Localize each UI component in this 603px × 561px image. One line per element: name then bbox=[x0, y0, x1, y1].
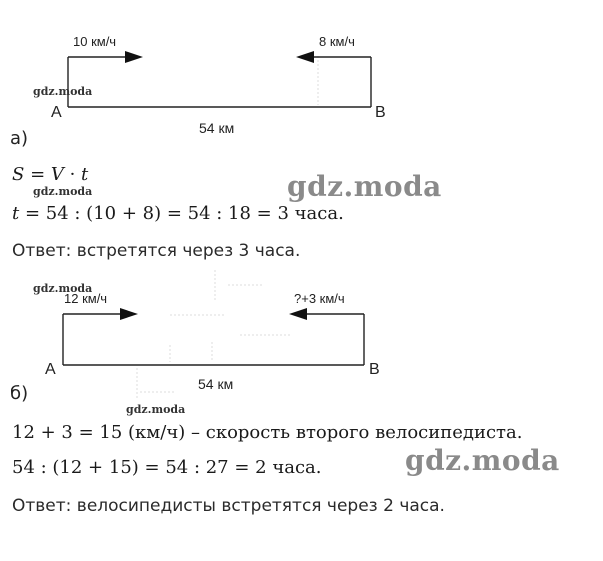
part-b-answer: Ответ: велосипедисты встретятся через 2 часа. bbox=[12, 496, 445, 516]
watermark-small: gdz.moda bbox=[126, 403, 186, 416]
watermark-large: gdz.moda bbox=[405, 444, 560, 477]
watermark-small: gdz.moda bbox=[33, 282, 93, 295]
diagram-a bbox=[68, 51, 371, 107]
part-a-calculation: t = 54 : (10 + 8) = 54 : 18 = 3 часа. bbox=[12, 203, 344, 224]
part-b-label: б) bbox=[10, 383, 29, 404]
arrow-left-icon bbox=[289, 308, 307, 320]
part-a-answer: Ответ: встретятся через 3 часа. bbox=[12, 241, 301, 261]
diagram-a-point-a: A bbox=[51, 104, 62, 121]
diagram-b-point-a: A bbox=[45, 361, 56, 378]
watermark-small: gdz.moda bbox=[33, 85, 93, 98]
diagram-a-speed-a: 10 км/ч bbox=[73, 34, 117, 49]
diagram-a-point-b: B bbox=[375, 104, 386, 121]
arrow-left-icon bbox=[296, 51, 314, 63]
diagram-b-point-b: B bbox=[369, 361, 380, 378]
formula: S = V · t bbox=[12, 164, 89, 185]
diagram-b-speed-b: ?+3 км/ч bbox=[294, 291, 345, 306]
watermark-small: gdz.moda bbox=[33, 185, 93, 198]
part-b-calculation-2: 54 : (12 + 15) = 54 : 27 = 2 часа. bbox=[12, 457, 322, 478]
watermark-large: gdz.moda bbox=[287, 170, 442, 203]
diagram-a-distance: 54 км bbox=[199, 120, 235, 136]
diagram-b-distance: 54 км bbox=[198, 376, 234, 392]
diagram-b bbox=[63, 308, 364, 365]
diagram-b-speed-a: 12 км/ч bbox=[64, 291, 108, 306]
diagram-a-speed-b: 8 км/ч bbox=[319, 34, 355, 49]
part-a-label: а) bbox=[10, 128, 29, 149]
arrow-right-icon bbox=[120, 308, 138, 320]
part-b-calculation-1: 12 + 3 = 15 (км/ч) – скорость второго велосипедиста. bbox=[12, 422, 523, 443]
arrow-right-icon bbox=[125, 51, 143, 63]
